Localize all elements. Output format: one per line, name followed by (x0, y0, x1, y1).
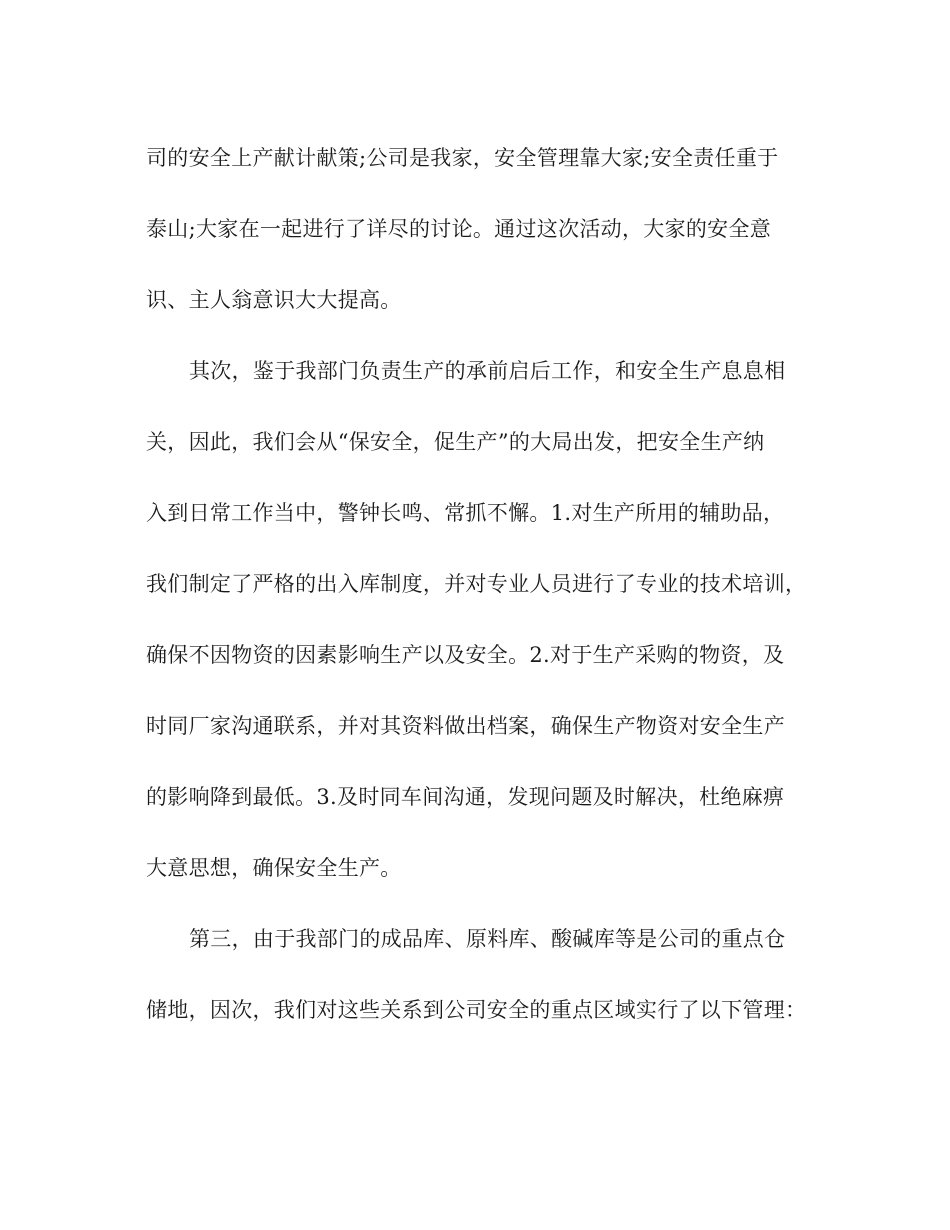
paragraph-line: 时同厂家沟通联系，并对其资料做出档案，确保生产物资对安全生产 (146, 714, 785, 738)
paragraph-line: 司的安全上产献计献策;公司是我家，安全管理靠大家;安全责任重于 (146, 146, 779, 170)
paragraph-line: 第三，由于我部门的成品库、原料库、酸碱库等是公司的重点仓 (189, 927, 786, 951)
paragraph-line: 确保不因物资的因素影响生产以及安全。2.对于生产采购的物资，及 (146, 643, 785, 667)
paragraph-line: 入到日常工作当中，警钟长鸣、常抓不懈。1.对生产所用的辅助品， (146, 501, 785, 525)
paragraph-line: 储地，因次，我们对这些关系到公司安全的重点区域实行了以下管理： (146, 998, 807, 1022)
paragraph-line: 识、主人翁意识大大提高。 (146, 288, 402, 312)
paragraph-line: 大意思想，确保安全生产。 (146, 856, 402, 880)
paragraph-line: 关，因此，我们会从“保安全，促生产”的大局出发，把安全生产纳 (146, 430, 765, 454)
paragraph-line: 的影响降到最低。3.及时同车间沟通，发现问题及时解决，杜绝麻痹 (146, 785, 785, 809)
paragraph-line: 泰山;大家在一起进行了详尽的讨论。通过这次活动，大家的安全意 (146, 217, 772, 241)
paragraph-line: 其次，鉴于我部门负责生产的承前启后工作，和安全生产息息相 (189, 359, 786, 383)
paragraph-line: 我们制定了严格的出入库制度，并对专业人员进行了专业的技术培训， (146, 572, 807, 596)
